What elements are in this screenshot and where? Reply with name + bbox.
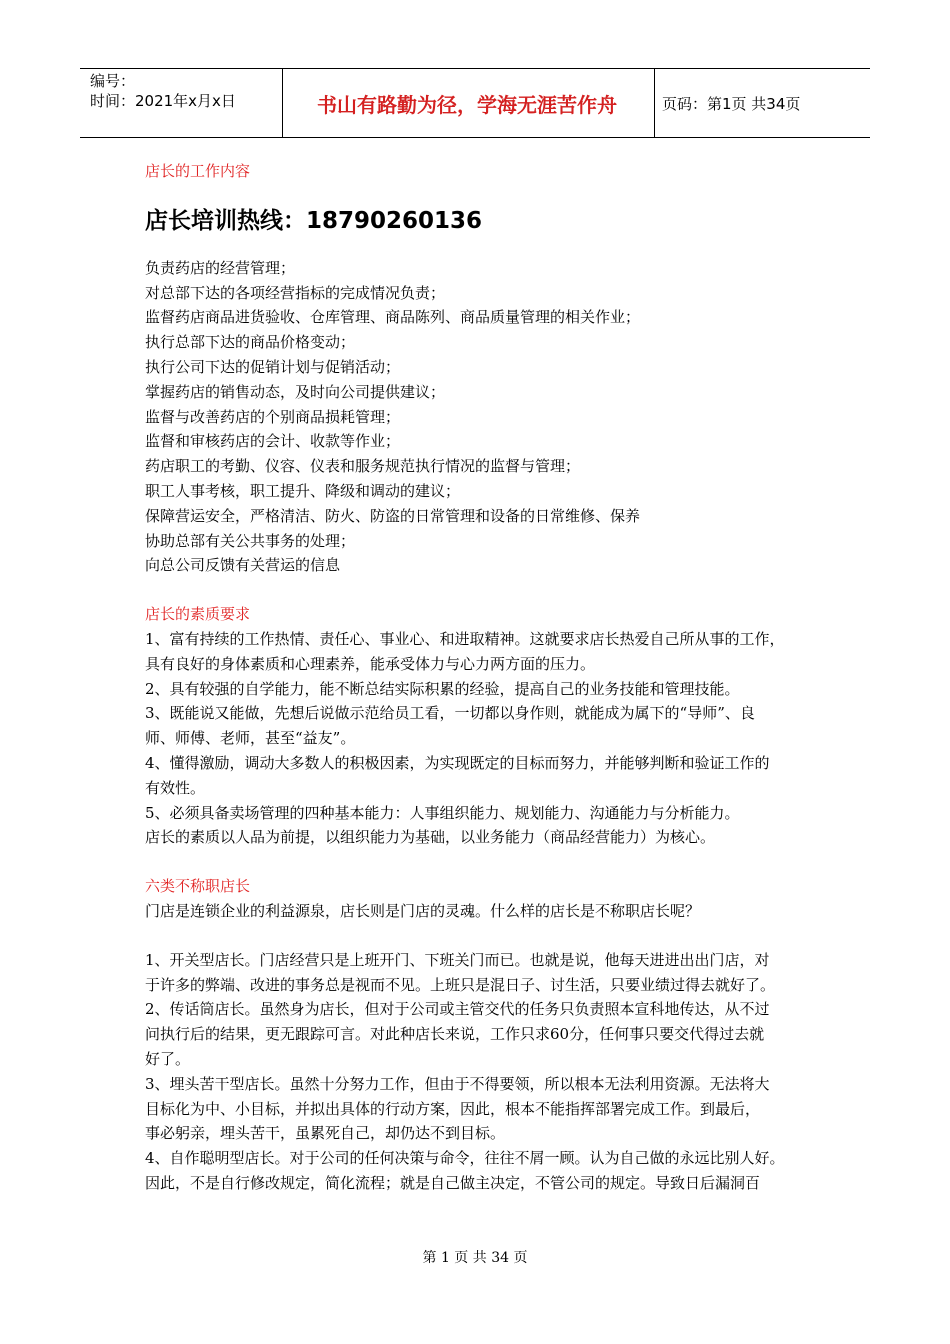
text-line: 具有良好的身体素质和心理素养，能承受体力与心力两方面的压力。 xyxy=(145,654,596,673)
text-line: 因此，不是自行修改规定，简化流程；就是自己做主决定，不管公司的规定。导致日后漏洞百 xyxy=(145,1173,761,1192)
header-motto: 书山有路勤为径，学海无涯苦作舟 xyxy=(317,93,617,117)
list-item: 职工人事考核，职工提升、降级和调动的建议； xyxy=(145,481,461,500)
text-line: 3、既能说又能做，先想后说做示范给员工看，一切都以身作则，就能成为属下的“导师”、良 xyxy=(145,704,755,723)
list-item: 向总公司反馈有关营运的信息 xyxy=(145,556,341,575)
list-item: 药店职工的考勤、仪容、仪表和服务规范执行情况的监督与管理； xyxy=(145,457,581,476)
text-line: 2、具有较强的自学能力，能不断总结实际积累的经验，提高自己的业务技能和管理技能。 xyxy=(145,679,740,698)
text-line: 于许多的弊端、改进的事务总是视而不见。上班只是混日子、讨生活，只要业绩过得去就好了。 xyxy=(145,975,776,994)
header-meta xyxy=(90,71,280,111)
section-intro: 门店是连锁企业的利益源泉，店长则是门店的灵魂。什么样的店长是不称职店长呢？ xyxy=(145,901,701,920)
text-line: 3、埋头苦干型店长。虽然十分努力工作，但由于不得要领，所以根本无法利用资源。无法将大 xyxy=(145,1074,770,1093)
text-line: 好了。 xyxy=(145,1049,191,1068)
list-item: 协助总部有关公共事务的处理； xyxy=(145,531,356,550)
text-line: 5、必须具备卖场管理的四种基本能力：人事组织能力、规划能力、沟通能力与分析能力。 xyxy=(145,803,740,822)
text-line: 4、懂得激励，调动大多数人的积极因素，为实现既定的目标而努力，并能够判断和验证工作的 xyxy=(145,753,770,772)
number-label: 编号： xyxy=(90,72,136,90)
list-item: 保障营运安全，严格清洁、防火、防盗的日常管理和设备的日常维修、保养 xyxy=(145,506,641,525)
section-heading-unqualified: 六类不称职店长 xyxy=(145,877,251,896)
header-divider xyxy=(654,69,655,137)
list-item: 监督药店商品进货验收、仓库管理、商品陈列、商品质量管理的相关作业； xyxy=(145,308,641,327)
header-page-info: 页码：第1页 共34页 xyxy=(662,95,801,113)
list-item: 监督和审核药店的会计、收款等作业； xyxy=(145,432,401,451)
page-header xyxy=(80,68,870,138)
text-line: 师、师傅、老师，甚至“益友”。 xyxy=(145,729,356,748)
section-heading-duties: 店长的工作内容 xyxy=(145,162,251,180)
text-line: 1、富有持续的工作热情、责任心、事业心、和进取精神。这就要求店长热爱自己所从事的工作， xyxy=(145,629,785,648)
section-heading-qualities: 店长的素质要求 xyxy=(145,605,251,624)
text-line: 4、自作聪明型店长。对于公司的任何决策与命令，往往不屑一顾。认为自己做的永远比别人好。 xyxy=(145,1149,785,1168)
document-title: 店长培训热线：18790260136 xyxy=(145,207,483,234)
text-line: 事必躬亲，埋头苦干，虽累死自己，却仍达不到目标。 xyxy=(145,1124,506,1143)
text-line: 1、开关型店长。门店经营只是上班开门、下班关门而已。也就是说，他每天进进出出门店，对 xyxy=(145,950,770,969)
text-line: 问执行后的结果，更无跟踪可言。对此种店长来说，工作只求60分，任何事只要交代得过去就 xyxy=(145,1025,765,1044)
qualities-text xyxy=(145,627,825,850)
text-line: 有效性。 xyxy=(145,778,206,797)
text-line: 店长的素质以人品为前提，以组织能力为基础，以业务能力（商品经营能力）为核心。 xyxy=(145,828,716,847)
duties-list xyxy=(145,256,825,578)
page-footer: 第 1 页 共 34 页 xyxy=(422,1250,528,1266)
list-item: 掌握药店的销售动态，及时向公司提供建议； xyxy=(145,382,446,401)
time-label: 时间：2021年x月x日 xyxy=(90,92,236,110)
list-item: 对总部下达的各项经营指标的完成情况负责； xyxy=(145,283,446,302)
document-body xyxy=(145,159,825,1196)
list-item: 监督与改善药店的个别商品损耗管理； xyxy=(145,407,401,426)
list-item: 执行总部下达的商品价格变动； xyxy=(145,333,356,352)
list-item: 执行公司下达的促销计划与促销活动； xyxy=(145,357,401,376)
text-line: 目标化为中、小目标，并拟出具体的行动方案，因此，根本不能指挥部署完成工作。到最后， xyxy=(145,1099,761,1118)
text-line: 2、传话筒店长。虽然身为店长，但对于公司或主管交代的任务只负责照本宣科地传达，从不过 xyxy=(145,1000,770,1019)
unqualified-text xyxy=(145,948,825,1196)
list-item: 负责药店的经营管理； xyxy=(145,258,296,277)
